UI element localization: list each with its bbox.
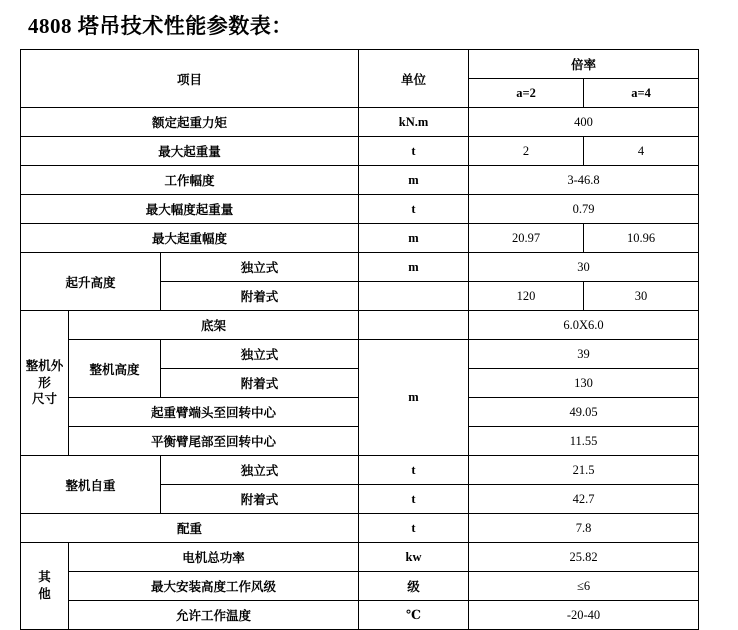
table-row (21, 253, 699, 282)
group-label-line1: 整机外形 (25, 358, 64, 390)
header-ratio-a2: a=2 (469, 79, 584, 108)
row-label: 附着式 (161, 485, 359, 514)
row-label: 配重 (21, 514, 359, 543)
table-row (21, 572, 699, 601)
row-value-a2: 2 (469, 137, 584, 166)
row-value: 6.0X6.0 (469, 311, 699, 340)
row-label: 允许工作温度 (69, 601, 359, 630)
row-label: 电机总功率 (69, 543, 359, 572)
table-row (21, 195, 699, 224)
row-value: 11.55 (469, 427, 699, 456)
row-unit (359, 282, 469, 311)
row-label: 工作幅度 (21, 166, 359, 195)
row-value: 3-46.8 (469, 166, 699, 195)
row-unit: t (359, 485, 469, 514)
group-label-self-weight: 整机自重 (21, 456, 161, 514)
row-label: 起重臂端头至回转中心 (69, 398, 359, 427)
group-label-line2: 他 (38, 587, 51, 601)
row-value-a2: 20.97 (469, 224, 584, 253)
row-unit: m (359, 253, 469, 282)
row-value: 42.7 (469, 485, 699, 514)
row-unit: m (359, 224, 469, 253)
row-value: 25.82 (469, 543, 699, 572)
row-unit: m (359, 340, 469, 456)
table-row (21, 224, 699, 253)
row-label: 最大安装高度工作风级 (69, 572, 359, 601)
row-label: 底架 (69, 311, 359, 340)
header-ratio: 倍率 (469, 50, 699, 79)
group-label-line1: 其 (38, 570, 51, 585)
row-value: ≤6 (469, 572, 699, 601)
row-unit (359, 311, 469, 340)
row-value: 7.8 (469, 514, 699, 543)
row-value: 400 (469, 108, 699, 137)
subgroup-label-machine-height: 整机高度 (69, 340, 161, 398)
row-value: 0.79 (469, 195, 699, 224)
table-row (21, 601, 699, 630)
row-unit: kw (359, 543, 469, 572)
group-label-line2: 尺寸 (31, 392, 57, 407)
table-row (21, 340, 699, 369)
row-unit: m (359, 166, 469, 195)
row-label: 平衡臂尾部至回转中心 (69, 427, 359, 456)
row-unit: t (359, 514, 469, 543)
row-value-a4: 10.96 (584, 224, 699, 253)
row-label: 附着式 (161, 369, 359, 398)
spec-table (20, 49, 699, 630)
row-label: 最大起重幅度 (21, 224, 359, 253)
row-unit: ℃ (359, 601, 469, 630)
row-label: 最大起重量 (21, 137, 359, 166)
header-item: 项目 (21, 50, 359, 108)
row-unit: t (359, 456, 469, 485)
row-value: -20-40 (469, 601, 699, 630)
table-row (21, 108, 699, 137)
row-unit: 级 (359, 572, 469, 601)
row-value-a4: 30 (584, 282, 699, 311)
row-value-a4: 4 (584, 137, 699, 166)
row-label: 独立式 (161, 456, 359, 485)
row-label: 独立式 (161, 340, 359, 369)
row-value: 39 (469, 340, 699, 369)
table-row (21, 543, 699, 572)
table-row (21, 137, 699, 166)
table-row (21, 514, 699, 543)
row-value: 49.05 (469, 398, 699, 427)
table-header-row-1 (21, 50, 699, 79)
header-unit: 单位 (359, 50, 469, 108)
group-label-machine-size (21, 311, 69, 456)
row-unit: t (359, 137, 469, 166)
row-value-a2: 120 (469, 282, 584, 311)
row-label: 最大幅度起重量 (21, 195, 359, 224)
header-ratio-a4: a=4 (584, 79, 699, 108)
row-value: 21.5 (469, 456, 699, 485)
row-unit: t (359, 195, 469, 224)
row-label: 额定起重力矩 (21, 108, 359, 137)
table-row (21, 166, 699, 195)
table-row (21, 311, 699, 340)
page-title: 4808 塔吊技术性能参数表： (28, 14, 293, 38)
table-row (21, 456, 699, 485)
row-value: 30 (469, 253, 699, 282)
group-label-others (21, 543, 69, 630)
row-unit: kN.m (359, 108, 469, 137)
row-label: 独立式 (161, 253, 359, 282)
row-label: 附着式 (161, 282, 359, 311)
group-label-lift-height: 起升高度 (21, 253, 161, 311)
row-value: 130 (469, 369, 699, 398)
